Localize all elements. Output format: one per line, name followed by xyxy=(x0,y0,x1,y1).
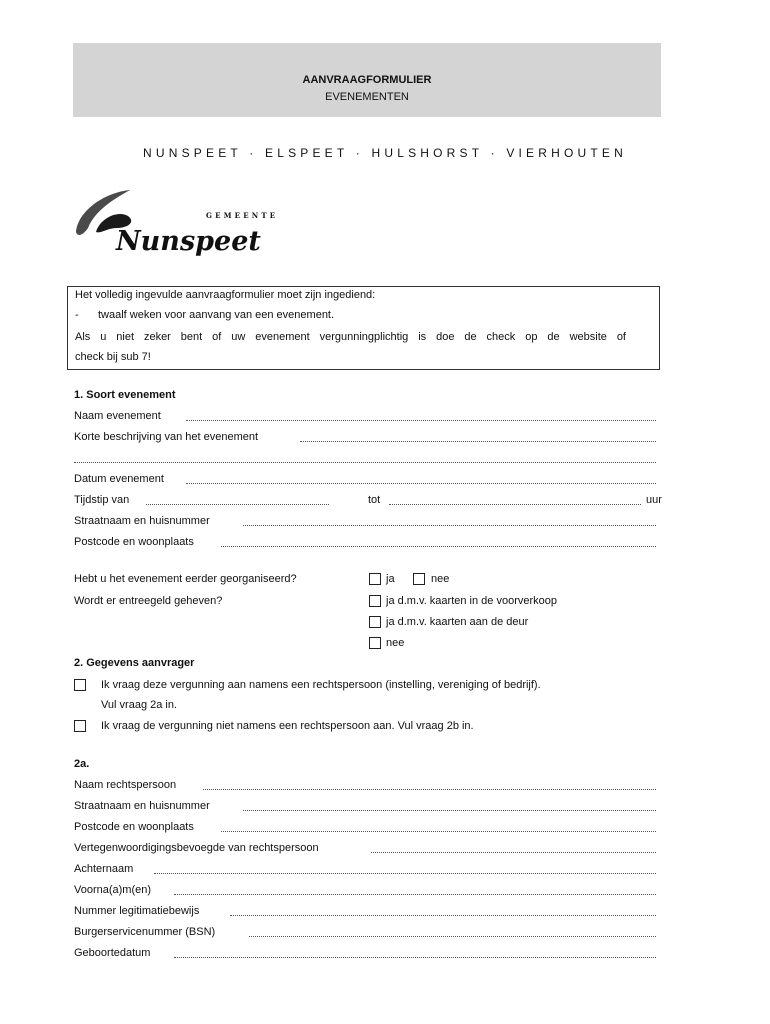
form-title: AANVRAAGFORMULIER xyxy=(302,74,432,86)
form-header xyxy=(73,43,661,117)
towns-line: NUNSPEET · ELSPEET · HULSHORST · VIERHOUTEN xyxy=(143,146,627,160)
input-tijdstip-van[interactable] xyxy=(146,504,329,505)
input-korte-beschrijving-2[interactable] xyxy=(74,462,656,463)
gemeente-nunspeet-logo xyxy=(70,188,285,260)
label-2a-postcode: Postcode en woonplaats xyxy=(74,821,194,833)
label-datum-evenement: Datum evenement xyxy=(74,473,164,485)
notice-line-3: Als u niet zeker bent of uw evenement vergunningplichtig is doe de check op de website of xyxy=(75,331,626,343)
input-postcode[interactable] xyxy=(221,546,656,547)
label-rechtspersoon-hint: Vul vraag 2a in. xyxy=(101,699,178,711)
label-naam-evenement: Naam evenement xyxy=(74,410,161,422)
label-entreegeld: Wordt er entreegeld geheven? xyxy=(74,595,223,607)
label-voorverkoop: ja d.m.v. kaarten in de voorverkoop xyxy=(386,595,557,607)
input-straatnaam[interactable] xyxy=(243,525,656,526)
notice-line-1: Het volledig ingevulde aanvraagformulier moet zijn ingediend: xyxy=(75,289,376,301)
input-tijdstip-tot[interactable] xyxy=(389,504,641,505)
label-aan-de-deur: ja d.m.v. kaarten aan de deur xyxy=(386,616,529,628)
section-2a-title: 2a. xyxy=(74,758,90,770)
logo-text-gemeente: GEMEENTE xyxy=(206,211,279,220)
label-vertegenwoordiger: Vertegenwoordigingsbevoegde van rechtspersoon xyxy=(74,842,319,854)
input-2a-postcode[interactable] xyxy=(221,831,656,832)
input-datum-evenement[interactable] xyxy=(186,483,656,484)
checkbox-rechtspersoon[interactable] xyxy=(74,679,86,691)
label-postcode: Postcode en woonplaats xyxy=(74,536,194,548)
checkbox-eerder-ja[interactable] xyxy=(369,573,381,585)
input-legitimatiebewijs[interactable] xyxy=(230,915,656,916)
input-achternaam[interactable] xyxy=(154,873,656,874)
checkbox-niet-rechtspersoon[interactable] xyxy=(74,720,86,732)
label-naam-rechtspersoon: Naam rechtspersoon xyxy=(74,779,177,791)
notice-box xyxy=(67,286,660,370)
checkbox-aan-de-deur[interactable] xyxy=(369,616,381,628)
label-rechtspersoon: Ik vraag deze vergunning aan namens een rechtspersoon (instelling, vereniging of bedrijf). xyxy=(101,679,541,691)
input-geboortedatum[interactable] xyxy=(174,957,656,958)
form-subtitle: EVENEMENTEN xyxy=(325,91,409,103)
label-niet-rechtspersoon: Ik vraag de vergunning niet namens een rechtspersoon aan. Vul vraag 2b in. xyxy=(101,720,474,732)
checkbox-eerder-nee[interactable] xyxy=(413,573,425,585)
checkbox-entreegeld-nee[interactable] xyxy=(369,637,381,649)
label-nee: nee xyxy=(431,573,450,585)
label-ja: ja xyxy=(386,573,395,585)
section-2-title: 2. Gegevens aanvrager xyxy=(74,657,195,669)
label-entreegeld-nee: nee xyxy=(386,637,405,649)
input-naam-evenement[interactable] xyxy=(186,420,656,421)
label-geboortedatum: Geboortedatum xyxy=(74,947,151,959)
notice-line-4: check bij sub 7! xyxy=(75,351,151,363)
label-tot: tot xyxy=(368,494,381,506)
label-bsn: Burgerservicenummer (BSN) xyxy=(74,926,216,938)
input-vertegenwoordiger[interactable] xyxy=(371,852,656,853)
label-2a-straatnaam: Straatnaam en huisnummer xyxy=(74,800,210,812)
label-korte-beschrijving: Korte beschrijving van het evenement xyxy=(74,431,259,443)
notice-line-2: twaalf weken voor aanvang van een evenement. xyxy=(98,309,335,321)
label-straatnaam: Straatnaam en huisnummer xyxy=(74,515,210,527)
label-tijdstip-van: Tijdstip van xyxy=(74,494,130,506)
label-eerder-georganiseerd: Hebt u het evenement eerder georganiseerd? xyxy=(74,573,297,585)
input-naam-rechtspersoon[interactable] xyxy=(203,789,656,790)
checkbox-voorverkoop[interactable] xyxy=(369,595,381,607)
label-achternaam: Achternaam xyxy=(74,863,134,875)
logo-text-nunspeet: Nunspeet xyxy=(116,226,261,257)
label-legitimatiebewijs: Nummer legitimatiebewijs xyxy=(74,905,200,917)
section-1-title: 1. Soort evenement xyxy=(74,389,176,401)
label-voornamen: Voorna(a)m(en) xyxy=(74,884,152,896)
input-voornamen[interactable] xyxy=(174,894,656,895)
label-uur: uur xyxy=(646,494,662,506)
notice-bullet: - xyxy=(75,309,79,321)
input-bsn[interactable] xyxy=(249,936,656,937)
input-2a-straatnaam[interactable] xyxy=(243,810,656,811)
input-korte-beschrijving[interactable] xyxy=(300,441,656,442)
